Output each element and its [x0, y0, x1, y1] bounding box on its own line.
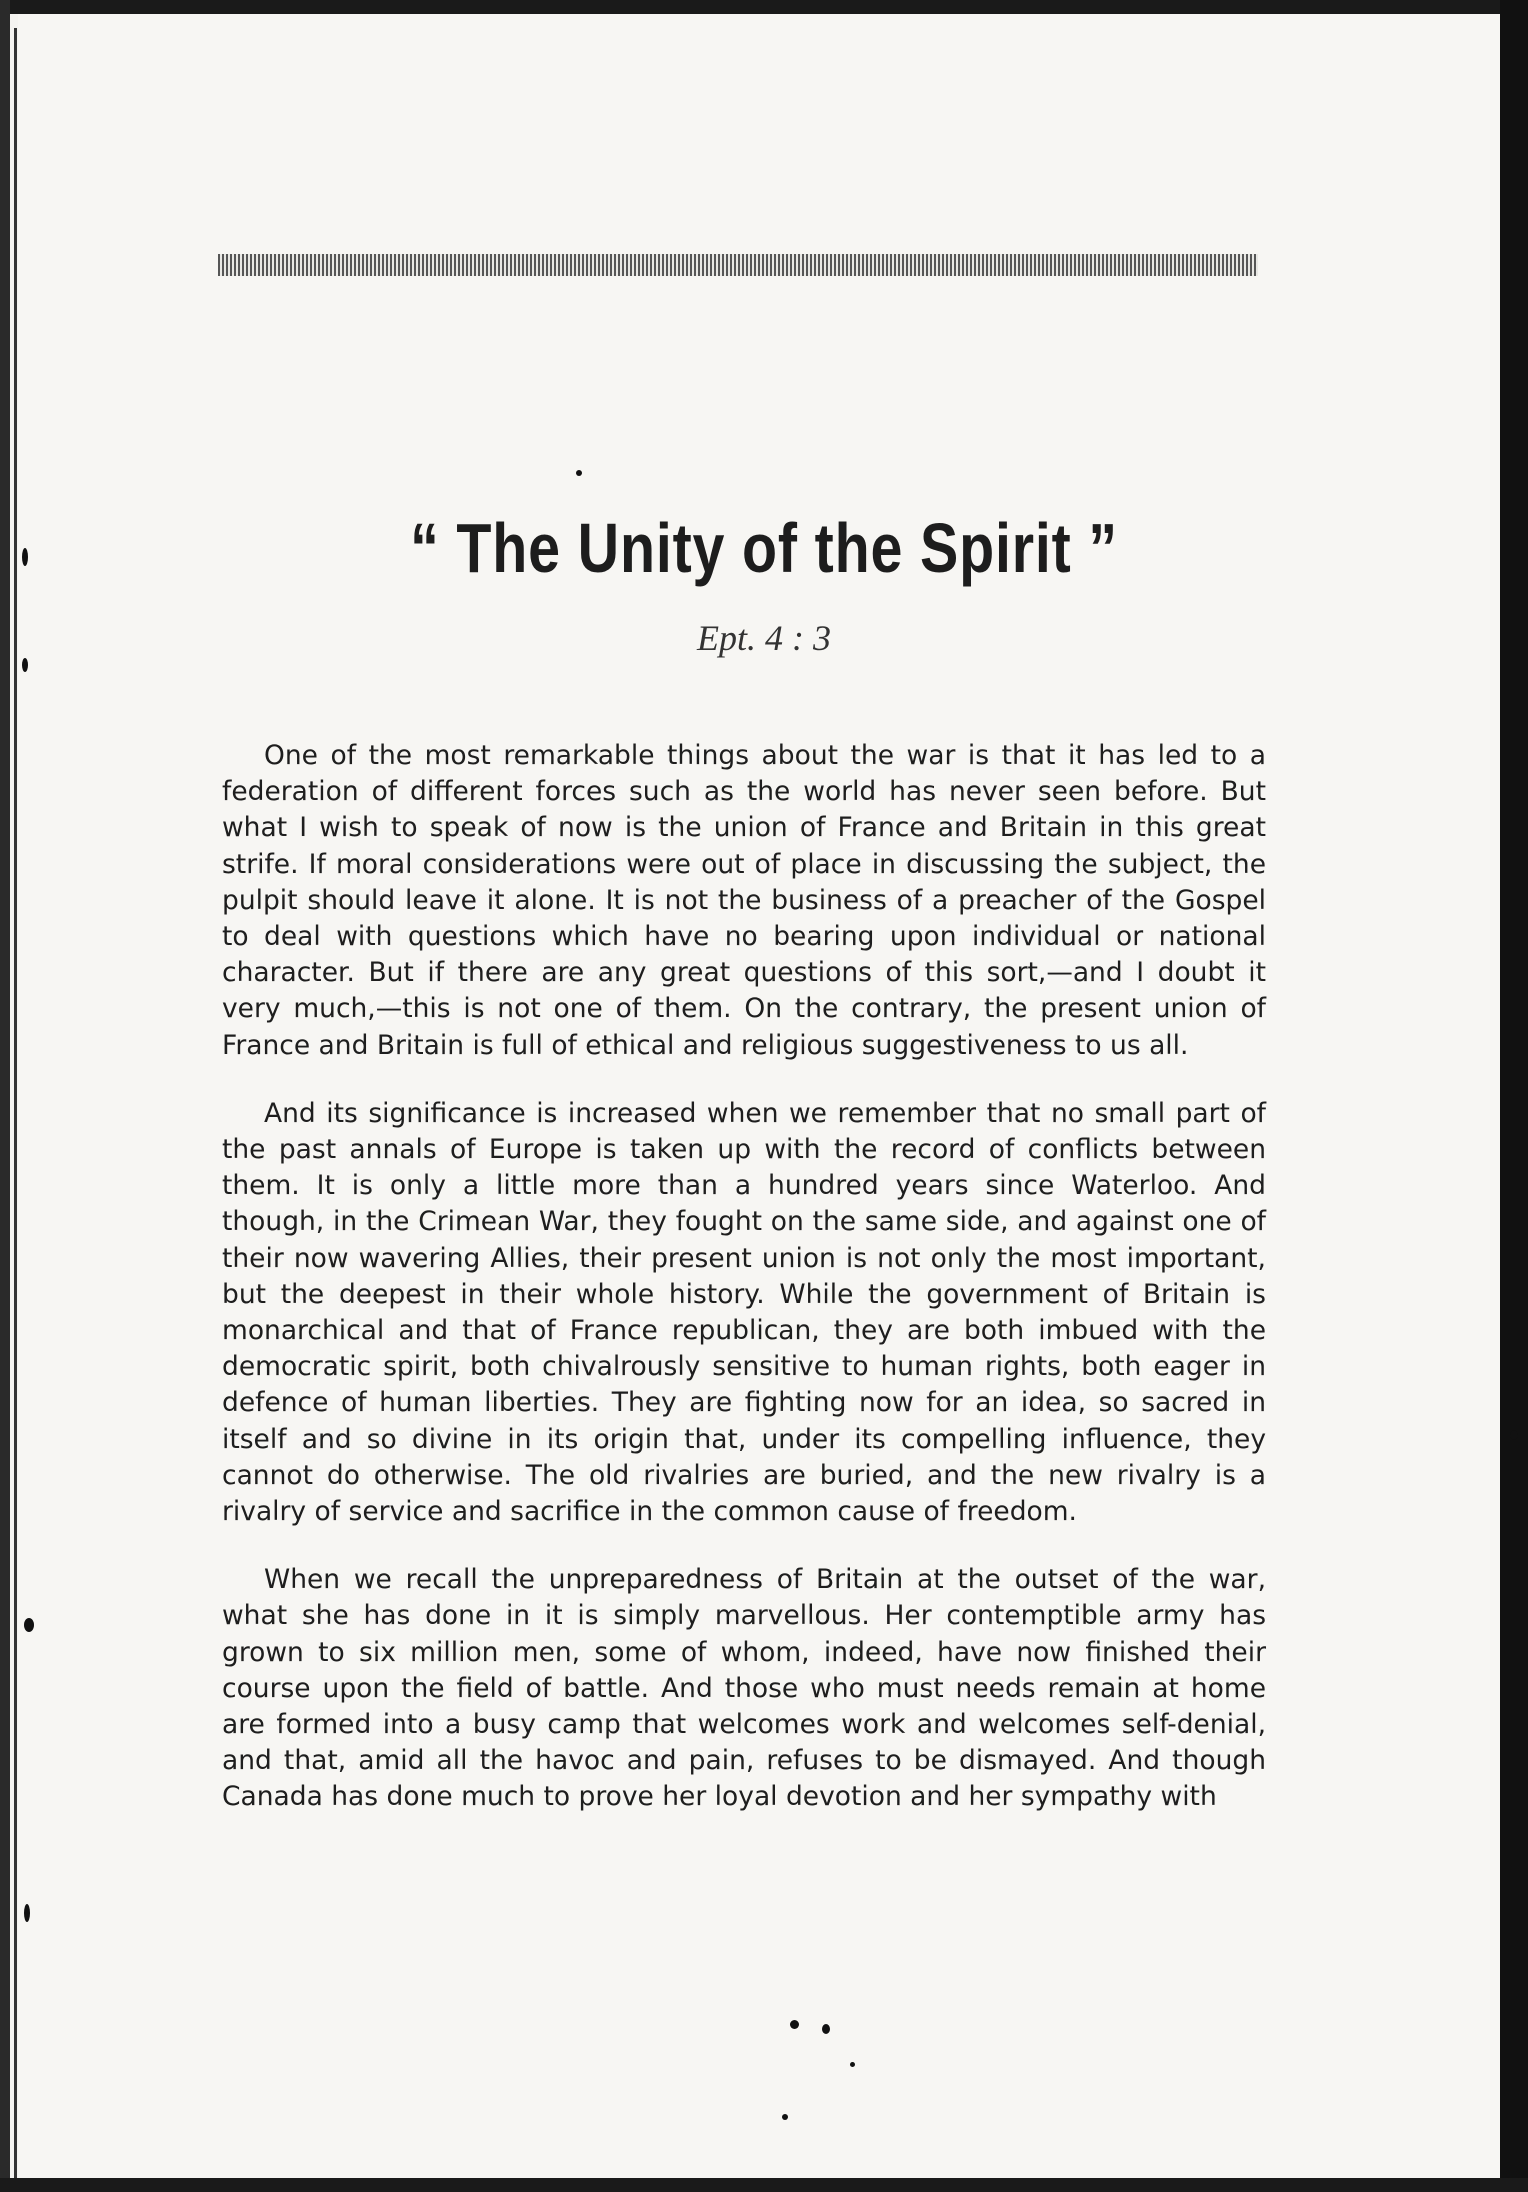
- paragraph-2: And its significance is increased when we remember that no small part of the past annals of Europe is taken up with the record of conflicts between them. It is only a little more than a hundred years since Waterloo. And though, in the Crimean War, they fought on the same side, and against one of their now wavering Allies, their present union is not only the most important, but the deepest in their whole history. While the government of Britain is monarchical and that of France republican, they are both imbued with the democratic spirit, both chivalrously sensitive to human rights, both eager in defence of human liberties. They are fighting now for an idea, so sacred in itself and so divine in its origin that, under its compelling influence, they cannot do otherwise. The old rivalries are buried, and the new rivalry is a rivalry of service and sacrifice in the common cause of freedom.: [222, 1097, 1266, 1528]
- scan-right-border: [1500, 0, 1528, 2192]
- binding-rule: [14, 28, 17, 2178]
- sermon-body: [222, 738, 1266, 1848]
- scan-speck: [22, 658, 28, 672]
- scan-bottom-border: [0, 2178, 1528, 2192]
- decorative-header-rule: [218, 254, 1258, 276]
- scan-speck: [576, 470, 582, 476]
- scan-speck: [850, 2062, 855, 2067]
- scan-speck: [782, 2114, 788, 2120]
- scan-speck: [790, 2020, 799, 2029]
- scan-speck: [24, 1904, 30, 1922]
- scan-speck: [822, 2024, 830, 2034]
- scan-speck: [1510, 1430, 1518, 1440]
- scan-speck: [22, 548, 28, 566]
- scripture-reference: Ept. 4 : 3: [697, 618, 831, 658]
- scan-top-border: [0, 0, 1528, 14]
- paragraph-3: When we recall the unpreparedness of Britain at the outset of the war, what she has done in it is simply marvellous. Her contemptible army has grown to six million men, some of whom, indeed, have now finished their course upon the field of battle. And those who must needs remain at home are formed into a busy camp that welcomes work and welcomes self-denial, and that, amid all the havoc and pain, refuses to be dismayed. And though Canada has done much to prove her loyal devotion and her sympathy with: [222, 1564, 1266, 1813]
- page-title: “ The Unity of the Spirit ”: [410, 509, 1118, 587]
- scan-left-border: [0, 0, 10, 2192]
- paragraph-1: One of the most remarkable things about the war is that it has led to a federation of different forces such as the world has never seen before. But what I wish to speak of now is the union of France and Britain in this great strife. If moral considerations were out of place in discussing the subject, the pulpit should leave it alone. It is not the business of a preacher of the Gospel to deal with questions which have no bearing upon individual or national character. But if there are any great questions of this sort,—and I doubt it very much,—this is not one of them. On the contrary, the present union of France and Britain is full of ethical and religious suggestiveness to us all.: [222, 740, 1266, 1061]
- scan-speck: [24, 1618, 34, 1632]
